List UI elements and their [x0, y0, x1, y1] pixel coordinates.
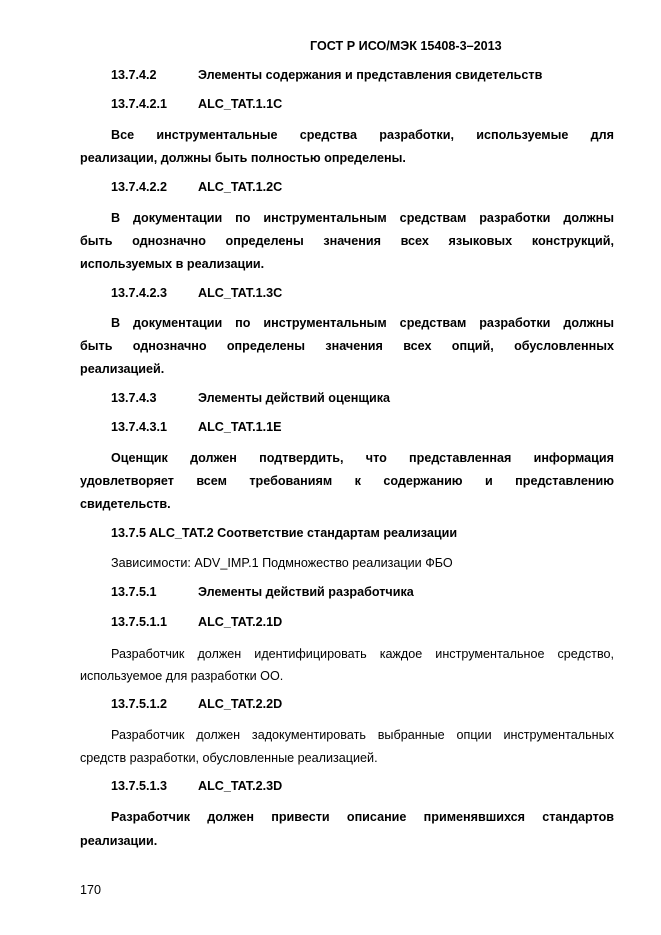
- paragraph-line: быть однозначно определены значения всех опций, обусловленных: [80, 339, 614, 353]
- paragraph-line: реализацией.: [80, 362, 165, 376]
- paragraph-line: реализации.: [80, 834, 158, 848]
- section-title: ALC_TAT.1.3C: [198, 286, 283, 300]
- paragraph-line: быть однозначно определены значения всех языковых конструкций,: [80, 234, 614, 248]
- paragraph-line: свидетельств.: [80, 497, 171, 511]
- section-title: ALC_TAT.1.1C: [198, 97, 283, 111]
- section-heading: 13.7.5 ALC_TAT.2 Соответствие стандартам реализации: [111, 526, 458, 540]
- paragraph-line: реализации, должны быть полностью определены.: [80, 151, 406, 165]
- section-number: 13.7.4.3.1: [111, 420, 168, 434]
- paragraph-line: Все инструментальные средства разработки, используемые для: [111, 128, 614, 142]
- section-number: 13.7.5.1.1: [111, 615, 168, 629]
- section-number: 13.7.4.2.2: [111, 180, 168, 194]
- section-title: ALC_TAT.1.2C: [198, 180, 283, 194]
- paragraph-line: используемое для разработки ОО.: [80, 669, 284, 683]
- section-number: 13.7.4.2.1: [111, 97, 168, 111]
- paragraph-line: используемых в реализации.: [80, 257, 265, 271]
- paragraph-line: Оценщик должен подтвердить, что представленная информация: [111, 451, 614, 465]
- section-title: Элементы действий оценщика: [198, 391, 391, 405]
- section-number: 13.7.5.1.2: [111, 697, 168, 711]
- paragraph-line: В документации по инструментальным средствам разработки должны: [111, 211, 614, 225]
- section-title: Элементы содержания и представления свидетельств: [198, 68, 543, 82]
- section-number: 13.7.5.1.3: [111, 779, 168, 793]
- section-number: 13.7.4.3: [111, 391, 157, 405]
- page-header: ГОСТ Р ИСО/МЭК 15408-3–2013: [310, 39, 502, 53]
- page-number: 170: [80, 883, 102, 897]
- dependencies-line: Зависимости: ADV_IMP.1 Подмножество реализации ФБО: [111, 556, 453, 570]
- section-number: 13.7.5.1: [111, 585, 157, 599]
- paragraph-line: В документации по инструментальным средствам разработки должны: [111, 316, 614, 330]
- paragraph-line: Разработчик должен задокументировать выбранные опции инструментальных: [111, 728, 614, 742]
- section-title: ALC_TAT.2.2D: [198, 697, 283, 711]
- section-title: Элементы действий разработчика: [198, 585, 414, 599]
- section-title: ALC_TAT.2.3D: [198, 779, 283, 793]
- paragraph-line: средств разработки, обусловленные реализацией.: [80, 751, 378, 765]
- paragraph-line: удовлетворяет всем требованиям к содержанию и представлению: [80, 474, 614, 488]
- section-number: 13.7.4.2.3: [111, 286, 168, 300]
- paragraph-line: Разработчик должен идентифицировать каждое инструментальное средство,: [111, 647, 614, 661]
- paragraph-line: Разработчик должен привести описание применявшихся стандартов: [111, 810, 614, 824]
- section-title: ALC_TAT.1.1E: [198, 420, 282, 434]
- section-number: 13.7.4.2: [111, 68, 157, 82]
- section-title: ALC_TAT.2.1D: [198, 615, 283, 629]
